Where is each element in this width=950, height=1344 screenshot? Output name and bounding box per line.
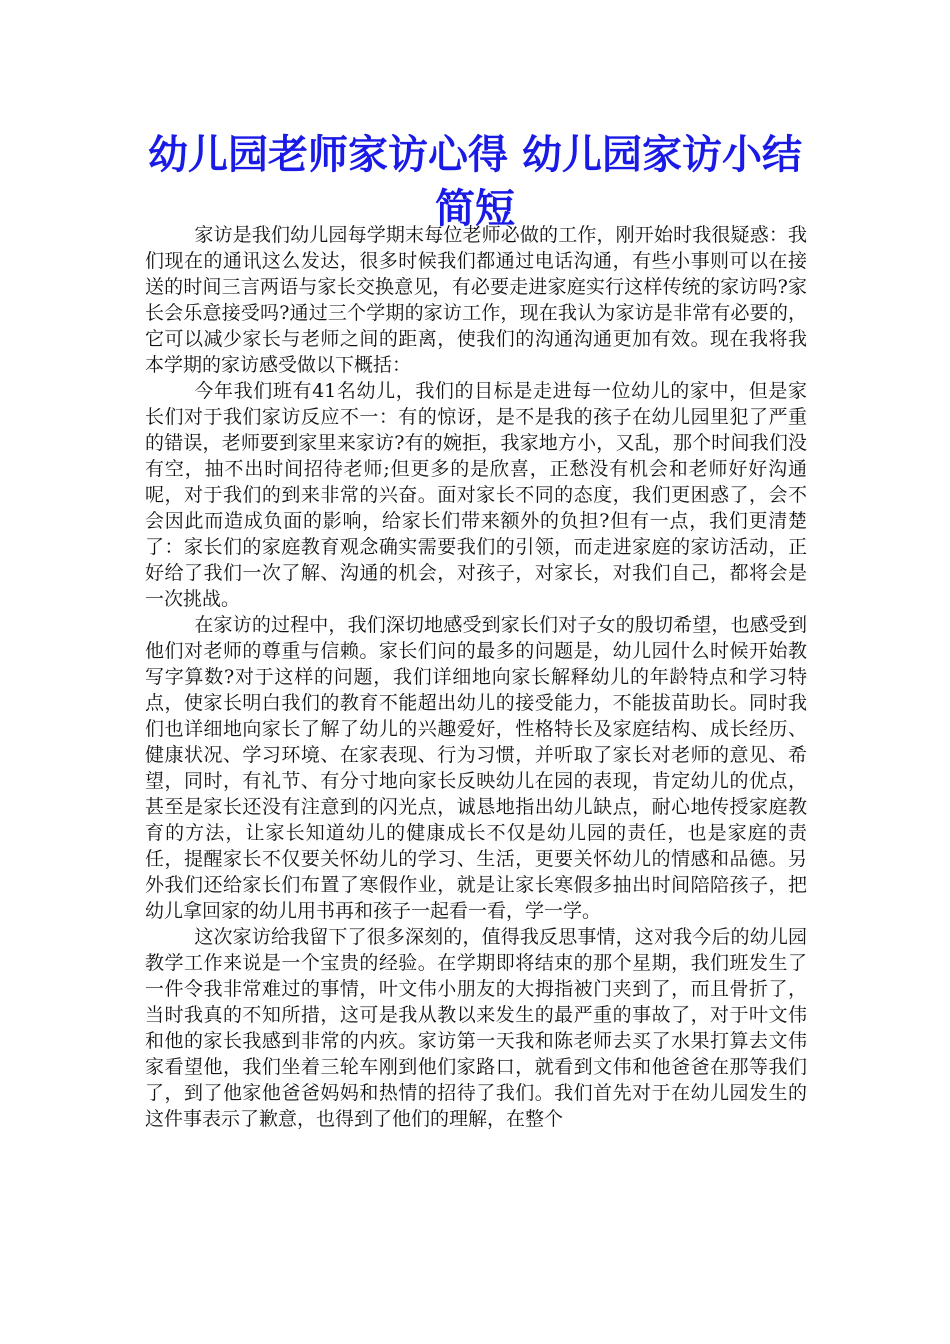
document-body bbox=[145, 222, 807, 1132]
paragraph-class-visits: 今年我们班有41名幼儿，我们的目标是走进每一位幼儿的家中，但是家长们对于我们家访反应不一：有的惊讶，是不是我的孩子在幼儿园里犯了严重的错误，老师要到家里来家访?有的婉拒，我家地方小，又乱，那个时间我们没有空，抽不出时间招待老师;但更多的是欣喜，正愁没有机会和老师好好沟通呢，对于我们的到来非常的兴奋。面对家长不同的态度，我们更困惑了，会不会因此而造成负面的影响，给家长们带来额外的负担?但有一点，我们更清楚了：家长们的家庭教育观念确实需要我们的引领，而走进家庭的家访活动，正好给了我们一次了解、沟通的机会，对孩子，对家长，对我们自己，都将会是一次挑战。 bbox=[145, 380, 807, 610]
paragraph-visit-process: 在家访的过程中，我们深切地感受到家长们对子女的殷切希望，也感受到他们对老师的尊重与信赖。家长们问的最多的问题是，幼儿园什么时候开始教写字算数?对于这样的问题，我们详细地向家长解释幼儿的年龄特点和学习特点，使家长明白我们的教育不能超出幼儿的接受能力，不能拔苗助长。同时我们也详细地向家长了解了幼儿的兴趣爱好，性格特长及家庭结构、成长经历、健康状况、学习环境、在家表现、行为习惯，并听取了家长对老师的意见、希望，同时，有礼节、有分寸地向家长反映幼儿在园的表现，肯定幼儿的优点，甚至是家长还没有注意到的闪光点，诚恳地指出幼儿缺点，耐心地传授家庭教育的方法，让家长知道幼儿的健康成长不仅是幼儿园的责任，也是家庭的责任，提醒家长不仅要关怀幼儿的学习、生活，更要关怀幼儿的情感和品德。另外我们还给家长们布置了寒假作业，就是让家长寒假多抽出时间陪陪孩子，把幼儿拿回家的幼儿用书再和孩子一起看一看，学一学。 bbox=[145, 614, 807, 922]
document-title: 幼儿园老师家访心得 幼儿园家访小结简短 bbox=[148, 131, 802, 232]
paragraph-intro: 家访是我们幼儿园每学期末每位老师必做的工作，刚开始时我很疑惑：我们现在的通讯这么发达，很多时候我们都通过电话沟通，有些小事则可以在接送的时间三言两语与家长交换意见，有必要走进家庭实行这样传统的家访吗?家长会乐意接受吗?通过三个学期的家访工作，现在我认为家访是非常有必要的，它可以减少家长与老师之间的距离，使我们的沟通沟通更加有效。现在我将我本学期的家访感受做以下概括： bbox=[145, 224, 807, 376]
paragraph-reflection: 这次家访给我留下了很多深刻的，值得我反思事情，这对我今后的幼儿园教学工作来说是一个宝贵的经验。在学期即将结束的那个星期，我们班发生了一件令我非常难过的事情，叶文伟小朋友的大拇指被门夹到了，而且骨折了，当时我真的不知所措，这可是我从教以来发生的最严重的事故了，对于叶文伟和他的家长我感到非常的内疚。家访第一天我和陈老师去买了水果打算去文伟家看望他，我们坐着三轮车刚到他们家路口，就看到文伟和他爸爸在那等我们了，到了他家他爸爸妈妈和热情的招待了我们。我们首先对于在幼儿园发生的这件事表示了歉意，也得到了他们的理解，在整个 bbox=[145, 926, 807, 1130]
